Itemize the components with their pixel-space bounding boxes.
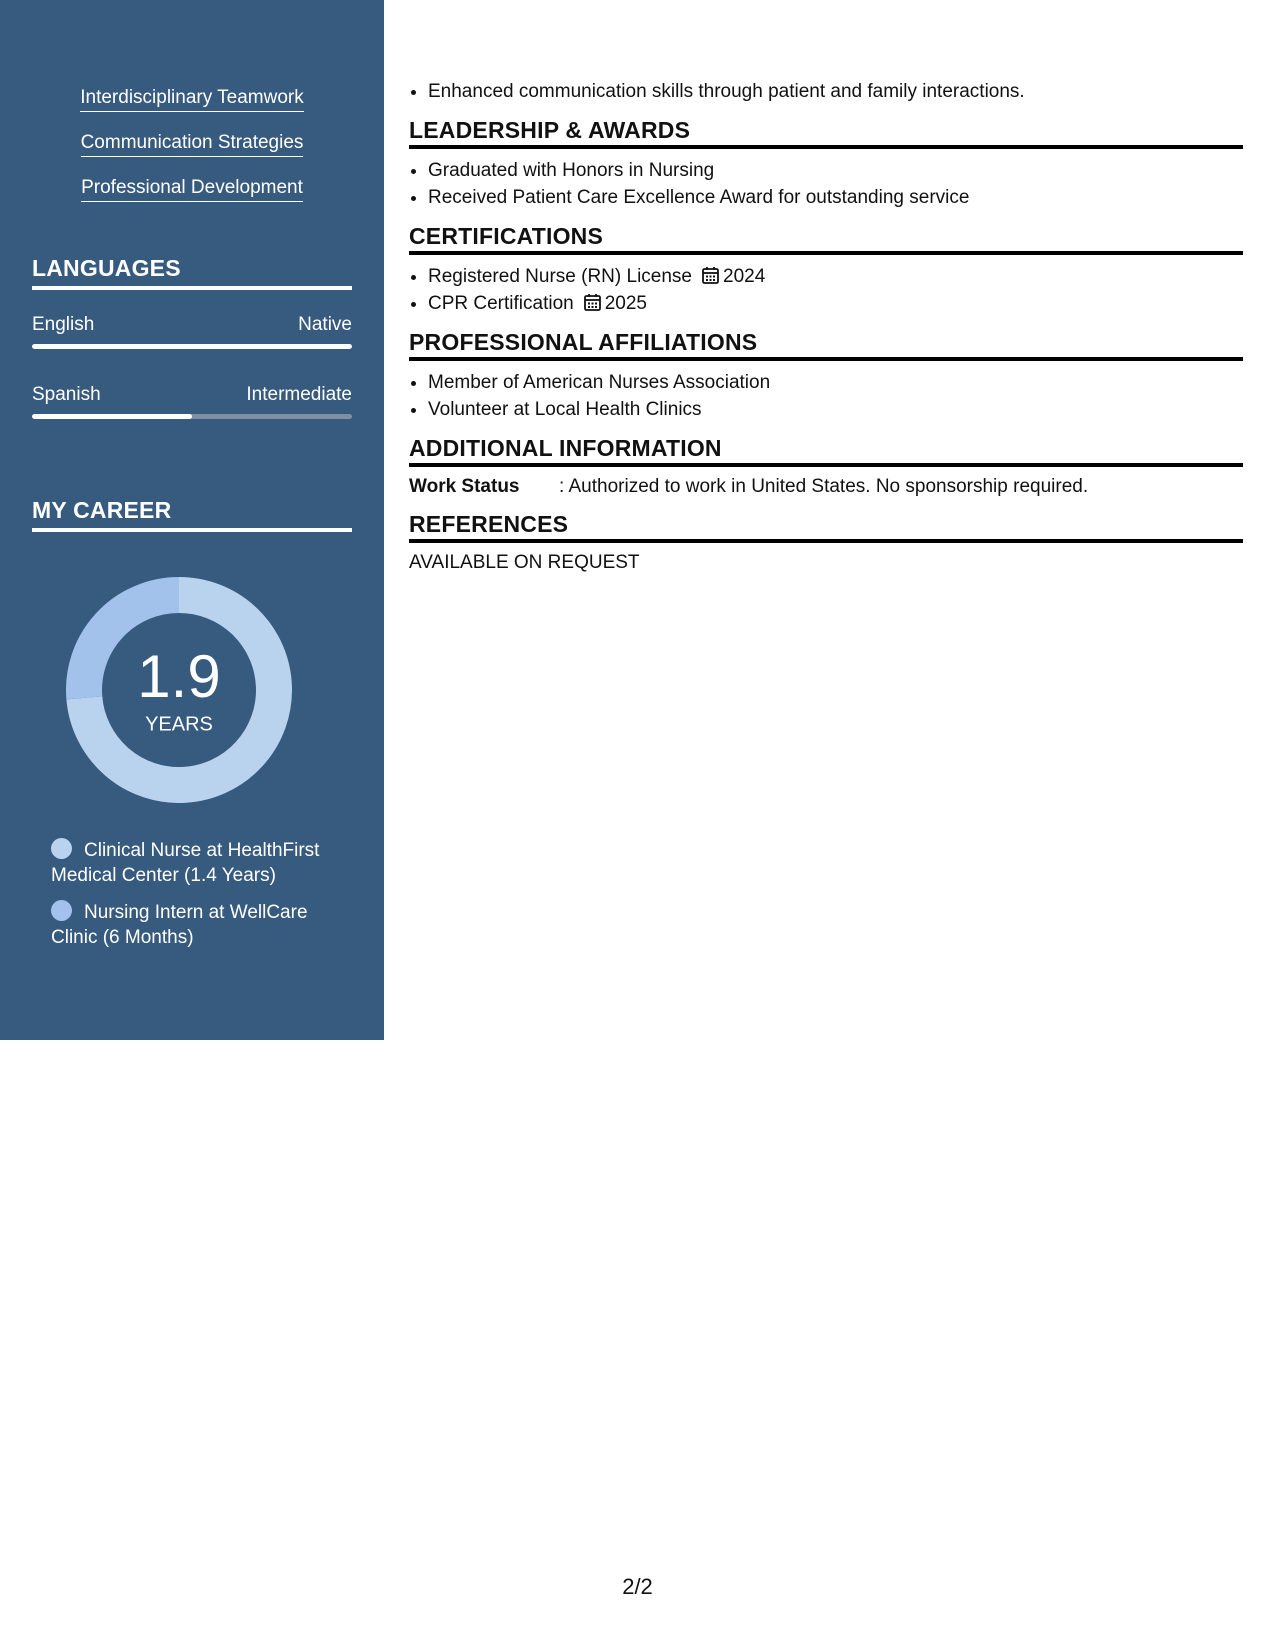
career-legend-item	[51, 838, 341, 888]
career-unit: YEARS	[145, 713, 213, 736]
sidebar	[0, 0, 384, 1040]
list-item	[428, 290, 1243, 317]
affiliations-section	[409, 329, 1243, 423]
intro-list	[409, 78, 1243, 105]
certification-year: 2025	[604, 293, 647, 314]
section-heading: CERTIFICATIONS	[409, 223, 1243, 255]
list-item: • Graduated with Honors in Nursing	[428, 157, 1243, 184]
list-item: • Received Patient Care Excellence Award for outstanding service	[428, 184, 1243, 211]
work-status-value: : Authorized to work in United States. No sponsorship required.	[559, 476, 1089, 497]
section-heading: LEADERSHIP & AWARDS	[409, 117, 1243, 149]
main-content	[409, 78, 1243, 575]
calendar-icon	[702, 266, 719, 284]
list-item	[428, 263, 1243, 290]
page-number: 2/2	[622, 1574, 653, 1599]
certification-year: 2024	[723, 266, 766, 287]
legend-dot-icon	[51, 838, 72, 859]
section-heading: REFERENCES	[409, 511, 1243, 543]
work-status-row	[409, 475, 1243, 499]
additional-info-section	[409, 435, 1243, 499]
career-legend-item	[51, 900, 341, 950]
skill-tag[interactable]: Interdisciplinary Teamwork	[80, 86, 304, 112]
skills-list	[0, 86, 384, 221]
career-legend-label: Clinical Nurse at HealthFirst Medical Center (1.4 Years)	[51, 840, 320, 886]
list-item: • Member of American Nurses Association	[428, 369, 1243, 396]
skill-tag[interactable]: Professional Development	[81, 176, 303, 202]
language-level: Intermediate	[246, 384, 352, 405]
skill-tag[interactable]: Communication Strategies	[81, 131, 304, 157]
language-name: Spanish	[32, 384, 101, 405]
section-heading: ADDITIONAL INFORMATION	[409, 435, 1243, 467]
certification-name: Registered Nurse (RN) License	[428, 266, 692, 287]
certifications-section	[409, 223, 1243, 317]
work-status-label: Work Status	[409, 476, 520, 497]
calendar-icon	[584, 293, 601, 311]
career-total: 1.9	[137, 642, 221, 710]
references-section	[409, 511, 1243, 575]
language-bar	[32, 344, 352, 349]
career-donut-chart	[66, 577, 292, 803]
language-name: English	[32, 314, 95, 335]
language-row	[32, 384, 352, 406]
career-legend-label: Nursing Intern at WellCare Clinic (6 Months)	[51, 902, 308, 948]
certification-name: CPR Certification	[428, 293, 574, 314]
language-bar-fill	[32, 414, 192, 419]
language-level: Native	[298, 314, 352, 335]
list-item: • Volunteer at Local Health Clinics	[428, 396, 1243, 423]
career-heading: MY CAREER	[32, 497, 352, 532]
languages-heading: LANGUAGES	[32, 255, 352, 290]
language-bar	[32, 414, 352, 419]
legend-dot-icon	[51, 900, 72, 921]
list-item: • Enhanced communication skills through patient and family interactions.	[428, 78, 1243, 105]
language-row	[32, 314, 352, 336]
section-heading: PROFESSIONAL AFFILIATIONS	[409, 329, 1243, 361]
leadership-section	[409, 117, 1243, 211]
language-bar-fill	[32, 344, 352, 349]
references-text: AVAILABLE ON REQUEST	[409, 552, 640, 573]
